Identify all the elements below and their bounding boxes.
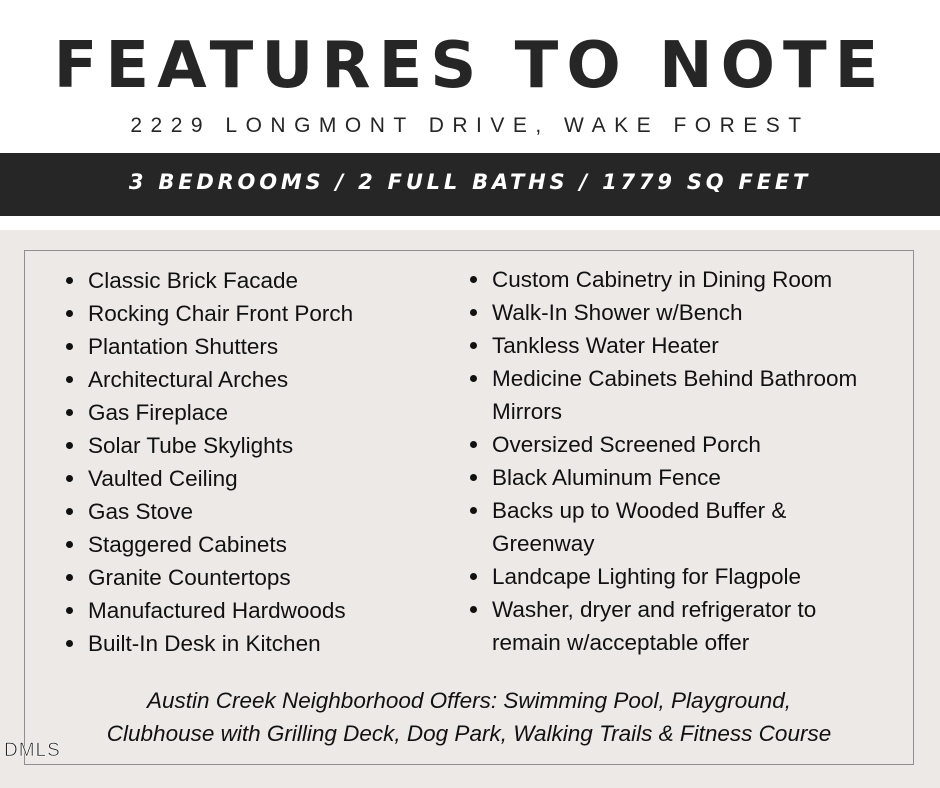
features-list-right	[466, 263, 886, 659]
list-item: Tankless Water Heater	[466, 329, 886, 362]
neighborhood-note-line-1: Austin Creek Neighborhood Offers: Swimming Pool, Playground,	[146, 688, 792, 713]
list-item: Architectural Arches	[62, 363, 442, 396]
mls-watermark: DMLS	[4, 740, 61, 761]
list-item: Granite Countertops	[62, 561, 442, 594]
list-item: Built-In Desk in Kitchen	[62, 627, 442, 660]
features-list-left	[62, 264, 442, 660]
list-item: Washer, dryer and refrigerator to remain w/acceptable offer	[466, 593, 886, 659]
list-item: Gas Fireplace	[62, 396, 442, 429]
list-item: Walk-In Shower w/Bench	[466, 296, 886, 329]
list-item: Backs up to Wooded Buffer & Greenway	[466, 494, 886, 560]
neighborhood-note	[24, 684, 914, 750]
features-panel	[0, 230, 940, 788]
list-item: Custom Cabinetry in Dining Room	[466, 263, 886, 296]
list-item: Vaulted Ceiling	[62, 462, 442, 495]
property-address: 2229 LONGMONT DRIVE, WAKE FOREST	[130, 114, 810, 137]
property-summary: 3 BEDROOMS / 2 FULL BATHS / 1779 SQ FEET	[128, 170, 812, 194]
list-item: Rocking Chair Front Porch	[62, 297, 442, 330]
list-item: Plantation Shutters	[62, 330, 442, 363]
list-item: Staggered Cabinets	[62, 528, 442, 561]
list-item: Manufactured Hardwoods	[62, 594, 442, 627]
list-item: Gas Stove	[62, 495, 442, 528]
summary-band	[0, 153, 940, 216]
list-item: Medicine Cabinets Behind Bathroom Mirrors	[466, 362, 886, 428]
list-item: Landcape Lighting for Flagpole	[466, 560, 886, 593]
list-item: Black Aluminum Fence	[466, 461, 886, 494]
list-item: Classic Brick Facade	[62, 264, 442, 297]
list-item: Solar Tube Skylights	[62, 429, 442, 462]
neighborhood-note-line-2: Clubhouse with Grilling Deck, Dog Park, Walking Trails & Fitness Course	[106, 721, 832, 746]
page-title: FEATURES TO NOTE	[53, 29, 887, 103]
list-item: Oversized Screened Porch	[466, 428, 886, 461]
